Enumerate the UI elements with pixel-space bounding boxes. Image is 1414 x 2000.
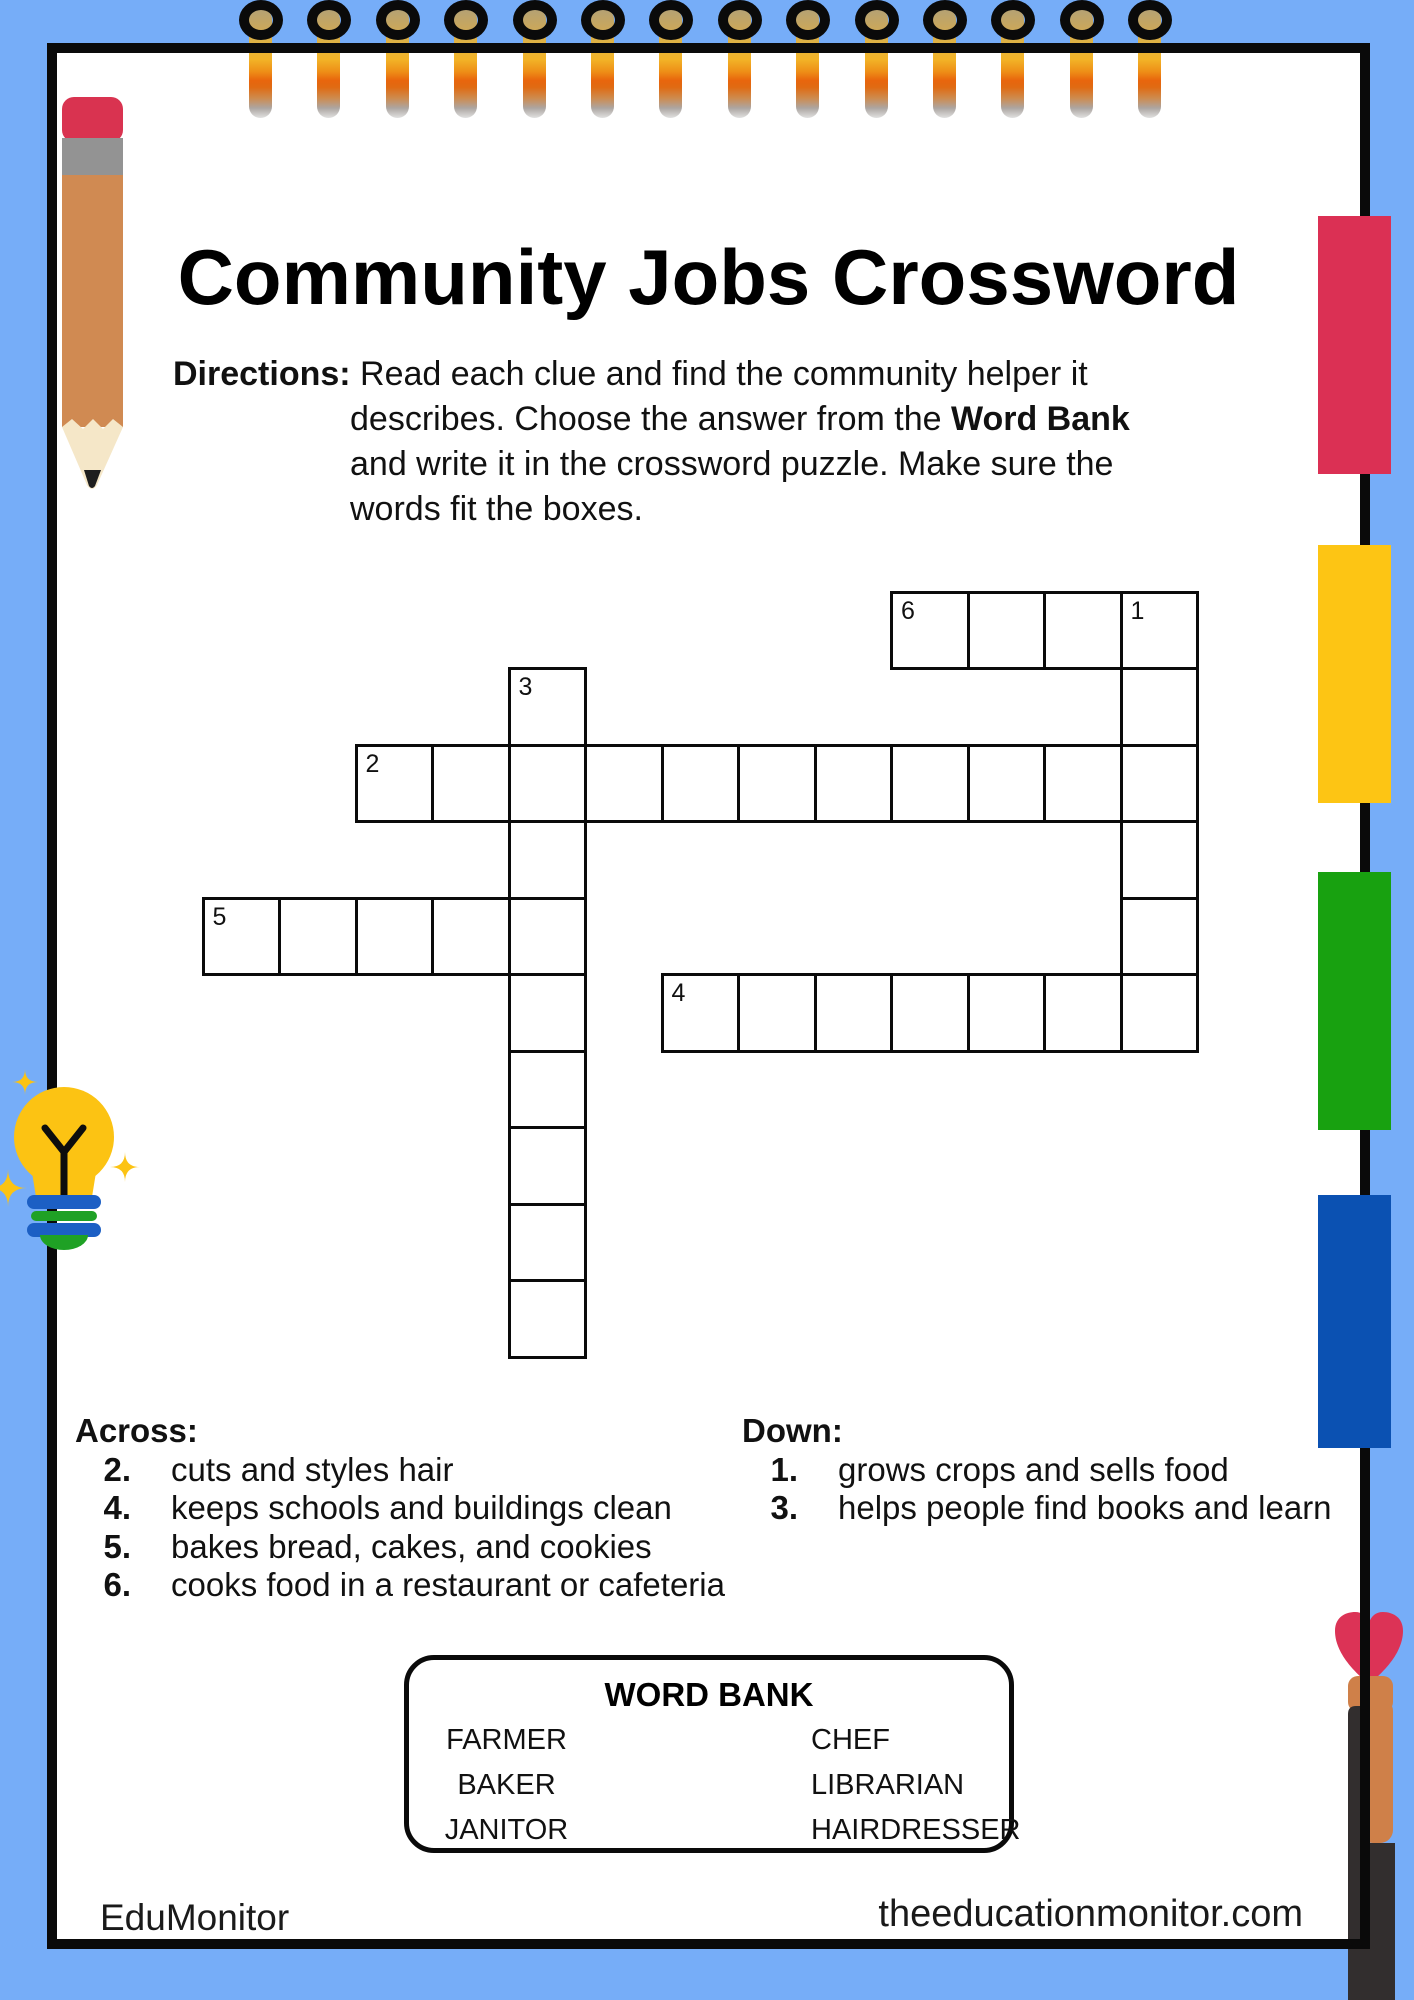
crossword-cell[interactable] [1120,973,1200,1053]
directions-label: Directions: [173,355,351,393]
crossword-cell[interactable] [508,1126,588,1206]
clue-item-text: helps people find books and learn [838,1489,1332,1526]
binding-loop-icon [513,0,557,40]
bulb-base-bar [31,1211,97,1221]
crossword-cell[interactable] [584,744,664,824]
clue-item-text: bakes bread, cakes, and cookies [171,1527,652,1565]
clue-number: 2 [365,749,380,778]
binding-loop-icon [649,0,693,40]
crossword-cell[interactable] [508,667,588,747]
across-clues [75,1412,725,1605]
pencil-eraser [62,97,123,142]
page-title: Community Jobs Crossword [177,233,1240,322]
clue-item [75,1528,725,1567]
clue-number: 3 [518,673,533,701]
binding-loop-icon [444,0,488,40]
crossword-cell[interactable] [1120,591,1200,671]
crossword-cell[interactable] [508,1203,588,1283]
crossword-cell[interactable] [355,897,435,977]
bulb-base-dome [40,1235,88,1250]
crossword-cell[interactable] [508,820,588,900]
bookmark-tab-blue [1318,1195,1391,1448]
crossword-cell[interactable] [890,591,970,671]
clue-item [742,1489,1332,1528]
directions-block [173,352,1130,532]
clue-number: 1 [1130,596,1145,625]
crossword-cell[interactable] [1120,897,1200,977]
crossword-cell[interactable] [1043,973,1123,1053]
crossword-cell[interactable] [737,973,817,1053]
binding-loop-icon [307,0,351,40]
crossword-cell[interactable] [508,973,588,1053]
crossword-cell[interactable] [202,897,282,977]
crossword-cell[interactable] [967,973,1047,1053]
pencil-ferrule [62,138,123,175]
binding-loop-icon [581,0,625,40]
down-list [742,1451,1332,1528]
clue-item-text: grows crops and sells food [838,1450,1229,1488]
crossword-cell[interactable] [890,973,970,1053]
clue-number: 6 [901,596,915,625]
crossword-cell[interactable] [814,744,894,824]
clue-item [742,1451,1332,1490]
crossword-cell[interactable] [431,897,511,977]
crossword-cell[interactable] [508,1279,588,1359]
crossword-cell[interactable] [814,973,894,1053]
word-bank-box [404,1655,1021,1853]
clue-item-text: cuts and styles hair [171,1450,454,1488]
across-heading: Across: [75,1412,198,1449]
bulb-base-bar [27,1223,101,1237]
bookmark-tab-red [1318,216,1391,474]
crossword-cell[interactable] [1120,667,1200,747]
crossword-cell[interactable] [355,744,435,824]
crossword-cell[interactable] [890,744,970,824]
clue-item-text: keeps schools and buildings clean [171,1489,672,1526]
word-bank-title: WORD BANK [604,1676,814,1713]
word-bank-right-column [811,1718,1021,1853]
clue-item-number: 4. [103,1489,131,1526]
word-bank-word: HAIRDRESSER [811,1814,1021,1846]
clue-item-number: 5. [103,1527,131,1565]
crossword-cell[interactable] [737,744,817,824]
sparkle-icon [0,1169,27,1207]
clue-item-number: 3. [770,1489,798,1526]
crossword-cell[interactable] [661,973,741,1053]
footer-website: theeducationmonitor.com [878,1893,1303,1935]
clue-item [75,1451,725,1490]
heart-icon [1335,1612,1403,1684]
binding-loop-icon [239,0,283,40]
directions-line: and write it in the crossword puzzle. Make sure the [350,445,1114,483]
down-clues [742,1412,1332,1528]
binding-loop-icon [786,0,830,40]
word-bank-word: JANITOR [444,1814,569,1846]
crossword-cell[interactable] [967,744,1047,824]
binding-loop-icon [855,0,899,40]
crossword-cell[interactable] [661,744,741,824]
word-bank-word: BAKER [457,1769,556,1801]
crossword-cell[interactable] [1043,744,1123,824]
pencil-illustration [55,90,130,500]
word-bank-word: FARMER [446,1724,567,1756]
charcoal-pencil-body [1348,1843,1395,2000]
down-heading: Down: [742,1412,843,1449]
bulb-base-bar [27,1195,101,1209]
binding-loop-icon [718,0,762,40]
word-bank-word: CHEF [811,1724,890,1756]
crossword-cell[interactable] [508,897,588,977]
clue-item-number: 1. [770,1450,798,1488]
sparkle-icon [110,1152,140,1182]
directions-line: describes. Choose the answer from the Word Bank [350,400,1130,438]
clue-item-number: 6. [103,1566,131,1603]
clue-item [75,1566,725,1605]
across-list [75,1451,725,1605]
crossword-cell[interactable] [278,897,358,977]
crossword-cell[interactable] [967,591,1047,671]
clue-item-number: 2. [103,1450,131,1488]
footer-brand: EduMonitor [100,1897,290,1938]
binding-loop-icon [991,0,1035,40]
crossword-cell[interactable] [1120,744,1200,824]
crossword-cell[interactable] [1120,820,1200,900]
word-bank-left-column [434,1718,579,1853]
pencil-body [62,175,123,427]
lightbulb-illustration [0,1065,150,1255]
sparkle-icon [12,1069,38,1095]
binding-loop-icon [1060,0,1104,40]
directions-line: Directions: Read each clue and find the community helper it [173,355,1088,393]
binding-loop-icon [376,0,420,40]
bookmark-tab-yellow [1318,545,1391,803]
crossword-cell[interactable] [508,1050,588,1130]
heart-pencil-decoration [1320,1600,1414,2000]
crossword-cell[interactable] [431,744,511,824]
clue-number: 4 [671,979,686,1007]
crossword-cell[interactable] [508,744,588,824]
clue-item [75,1489,725,1528]
binding-loop-icon [1128,0,1172,40]
bookmark-tab-green [1318,872,1391,1130]
directions-line: words fit the boxes. [350,490,643,528]
crossword-cell[interactable] [1043,591,1123,671]
clue-item-text: cooks food in a restaurant or cafeteria [171,1566,725,1603]
clue-number: 5 [212,902,227,931]
binding-loop-icon [923,0,967,40]
word-bank-word: LIBRARIAN [811,1769,965,1801]
